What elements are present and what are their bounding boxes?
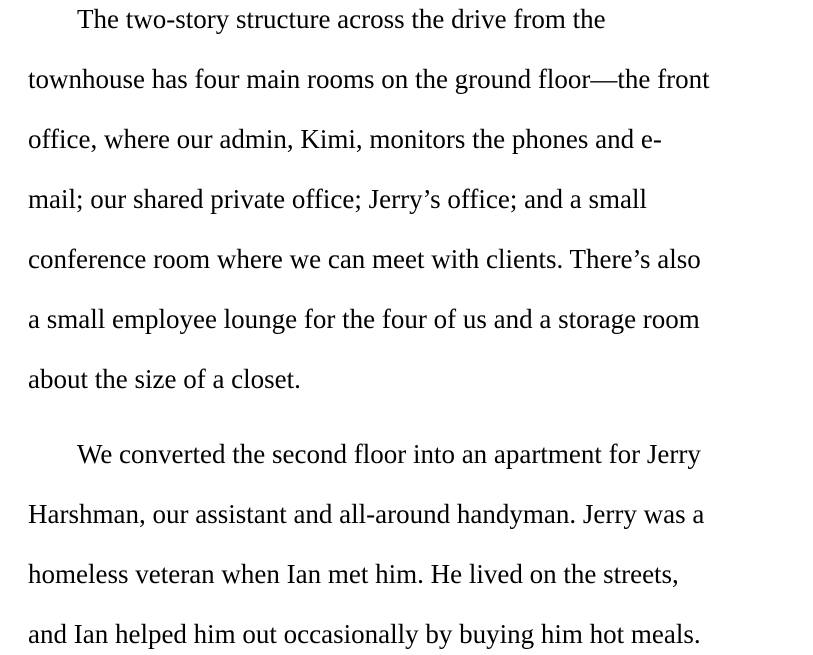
paragraph-1-line-4: mail; our shared private office; Jerry’s office; and a small (28, 184, 648, 214)
paragraph-1-line-5: conference room where we can meet with clients. There’s also (28, 244, 701, 274)
paragraph-2-line-1: We converted the second floor into an apartment for Jerry (77, 439, 701, 469)
paragraph-2-line-4: and Ian helped him out occasionally by buying him hot meals. (28, 619, 701, 649)
paragraph-1-line-2: townhouse has four main rooms on the ground floor—the front (28, 64, 710, 94)
paragraph-2-line-2: Harshman, our assistant and all-around handyman. Jerry was a (28, 499, 705, 529)
paragraph-1-line-1: The two-story structure across the drive from the (77, 4, 606, 34)
paragraph-2-line-3: homeless veteran when Ian met him. He lived on the streets, (28, 559, 679, 589)
paragraph-1-line-6: a small employee lounge for the four of us and a storage room (28, 304, 700, 334)
paragraph-1-line-3: office, where our admin, Kimi, monitors the phones and e- (28, 124, 662, 154)
paragraph-1-line-7: about the size of a closet. (28, 364, 301, 394)
